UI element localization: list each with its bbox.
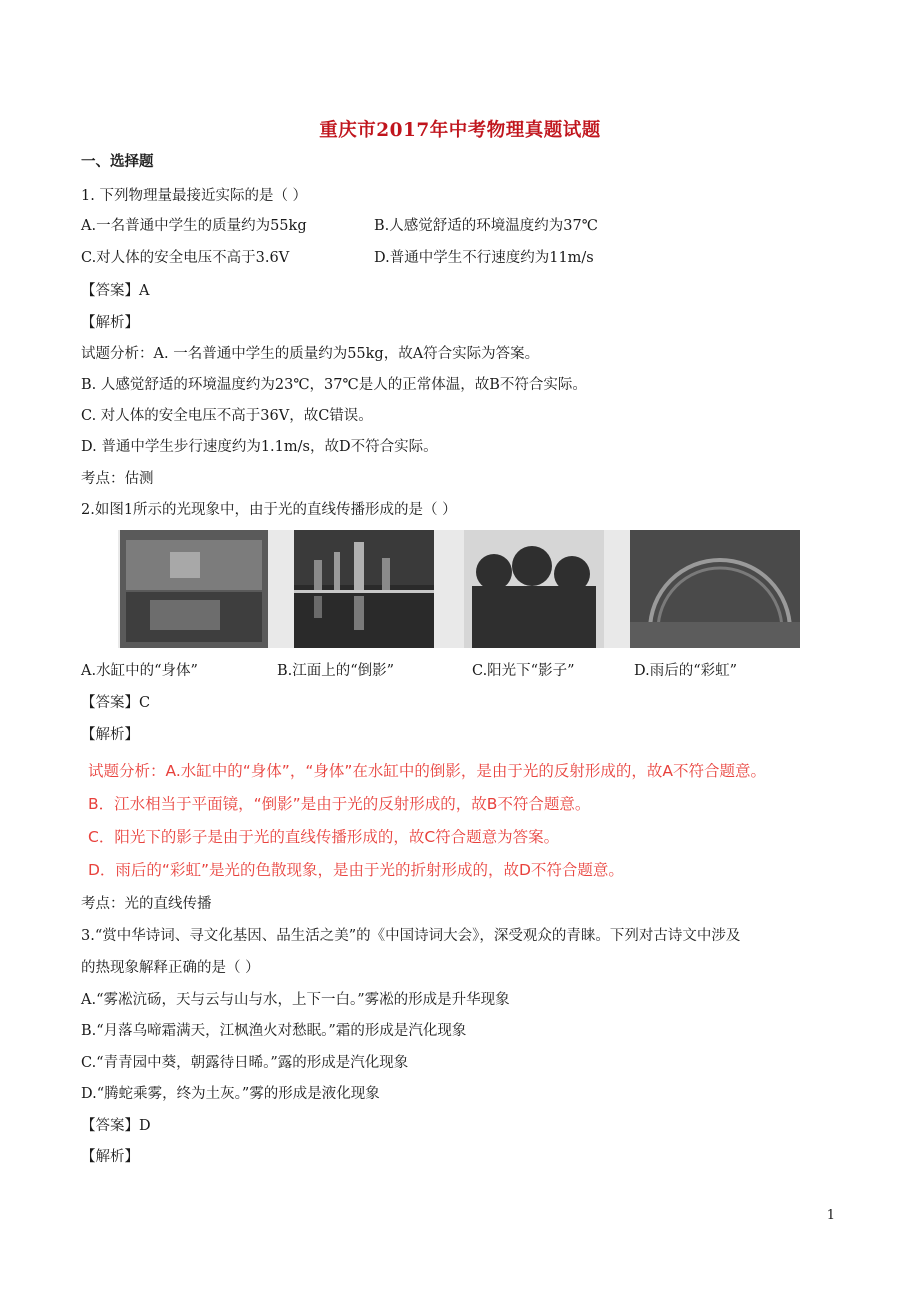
section-heading: 一、选择题 — [81, 153, 154, 170]
q3-answer: 【答案】D — [81, 1118, 151, 1134]
photo-fish-tank — [120, 530, 268, 648]
q2-option-b: B.江面上的“倒影” — [277, 663, 395, 679]
q2-analysis-label: 【解析】 — [81, 727, 139, 743]
q1-analysis-line: D. 普通中学生步行速度约为1.1m/s，故D不符合实际。 — [81, 439, 438, 455]
q1-option-c: C.对人体的安全电压不高于3.6V — [81, 250, 290, 266]
photo-rainbow — [630, 530, 800, 648]
photo-river-reflection — [294, 530, 434, 648]
q1-analysis-line: 试题分析：A. 一名普通中学生的质量约为55kg，故A符合实际为答案。 — [81, 346, 540, 362]
q1-analysis-line: C. 对人体的安全电压不高于36V，故C错误。 — [81, 408, 373, 424]
q3-option-b: B.“月落乌啼霜满天，江枫渔火对愁眠。”霜的形成是汽化现象 — [81, 1023, 467, 1039]
q1-option-b: B.人感觉舒适的环境温度约为37℃ — [374, 218, 598, 234]
q2-analysis-line: C．阳光下的影子是由于光的直线传播形成的，故C符合题意为答案。 — [88, 828, 560, 846]
q3-stem-line: 的热现象解释正确的是（ ） — [81, 960, 260, 976]
q2-answer: 【答案】C — [81, 695, 151, 711]
q3-option-a: A.“雾凇沆砀，天与云与山与水，上下一白。”雾凇的形成是升华现象 — [81, 992, 510, 1008]
photo-shadows — [464, 530, 604, 648]
q2-option-a: A.水缸中的“身体” — [81, 663, 198, 679]
q2-point: 考点：光的直线传播 — [81, 896, 212, 912]
q2-stem: 2.如图1所示的光现象中，由于光的直线传播形成的是（ ） — [81, 502, 457, 518]
q1-analysis-label: 【解析】 — [81, 315, 139, 331]
q1-option-a: A.一名普通中学生的质量约为55kg — [81, 218, 307, 234]
q2-analysis-line: 试题分析：A.水缸中的“身体”，“身体”在水缸中的倒影，是由于光的反射形成的，故A不符合题意。 — [88, 762, 766, 780]
q3-stem-line: 3.“赏中华诗词、寻文化基因、品生活之美”的《中国诗词大会》，深受观众的青睐。下列对古诗文中涉及 — [81, 928, 741, 944]
figure-1-photos — [118, 530, 800, 648]
page-title: 重庆市2017年中考物理真题试题 — [319, 120, 601, 141]
q2-analysis-line: B．江水相当于平面镜，“倒影”是由于光的反射形成的，故B不符合题意。 — [88, 795, 591, 813]
q2-analysis-line: D．雨后的“彩虹”是光的色散现象，是由于光的折射形成的，故D不符合题意。 — [88, 861, 624, 879]
q3-analysis-label: 【解析】 — [81, 1149, 139, 1165]
q1-answer: 【答案】A — [81, 283, 150, 299]
q2-option-c: C.阳光下“影子” — [472, 663, 575, 679]
q1-point: 考点：估测 — [81, 471, 154, 487]
q3-option-d: D.“腾蛇乘雾，终为土灰。”雾的形成是液化现象 — [81, 1086, 380, 1102]
q1-option-d: D.普通中学生不行速度约为11m/s — [374, 250, 594, 266]
q1-analysis-line: B. 人感觉舒适的环境温度约为23℃，37℃是人的正常体温，故B不符合实际。 — [81, 377, 587, 393]
q3-option-c: C.“青青园中葵，朝露待日晞。”露的形成是汽化现象 — [81, 1055, 409, 1071]
q2-option-d: D.雨后的“彩虹” — [634, 663, 738, 679]
page-number: 1 — [826, 1208, 835, 1223]
q1-stem: 1. 下列物理量最接近实际的是（ ） — [81, 188, 308, 204]
